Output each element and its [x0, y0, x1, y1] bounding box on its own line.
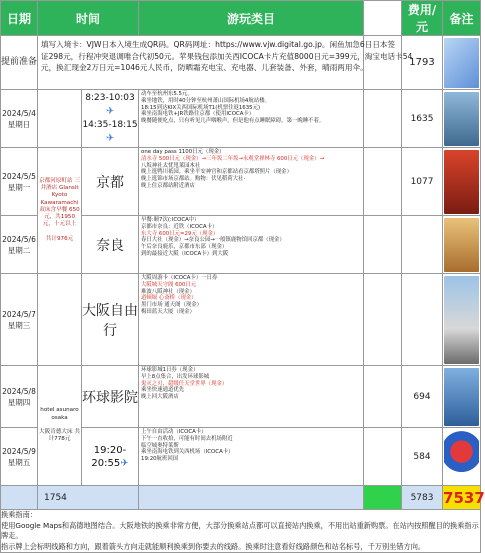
day5-date[interactable]: 2024/5/8 星期四	[1, 366, 38, 428]
tips-row	[1, 510, 481, 553]
day3-date[interactable]: 2024/5/6 星期二	[1, 216, 38, 274]
day2-activities[interactable]: one day pass 1100日元（现金） 清水寺 500日元（现金）→三年坂二年坂→永观堂禅林寺 600日元（现金）→ 八坂神社太忧甩莱园木社 晚上逛鸭川祇园。乘坐平安神宫和京都站看京都塔照片（现金） 晚上逛锦市场京都站。购物：伏见稻荷大社· 晚上住京都站附近酒店	[139, 148, 364, 216]
header-cost[interactable]: 费用/元	[402, 1, 443, 36]
header-notes[interactable]: 备注	[443, 1, 481, 36]
day3-area[interactable]: 奈良	[82, 216, 139, 274]
grand-total[interactable]: 7537	[443, 486, 481, 510]
day-row-1	[1, 90, 481, 148]
day6-cost[interactable]: 584	[402, 428, 443, 486]
plane-icon: ✈	[120, 457, 129, 469]
qr-image	[444, 38, 479, 88]
prep-line: 填写入境卡：VJW日本入境生成QR码。QR码网址：https://www.vjw.digital.go.jp。闲鱼加急6日日本签	[41, 40, 396, 49]
kyoto-hotel[interactable]: 京都河原町站 三井酒店 Glansit Kyoto Kawaramachi 双床含早餐 650元，共1950元，十元以上 共计976元	[38, 148, 82, 274]
day4-activities[interactable]: 大阪周游卡（ICOCA卡）一日券 大阪城天守阁 600日元 难波八阪神社（现金） 道顿堀 心斋桥（现金） 黑门市场 通天阁（现金） 梅田蓝天大厦（现金）	[139, 274, 364, 366]
prep-row	[1, 36, 481, 90]
transfer-tips[interactable]: 换乘指南： 使用Google Maps和高德地图结合。大阪地铁的换乘非常方便，大部分换乘站点都可以直接站内换乘，不用出站重新购票。在站内按照醒目的换乘指示牌走。 指示牌上会标明线路和方向，跟着箭头方向走就能顺利换乘到你要去的线路。换乘时注意看好线路颜色和站名标号，千万别坐错方向。	[1, 510, 479, 551]
tower-image	[444, 276, 479, 364]
prep-line: 元，换汇现金2万日元=1046元人民币，防晒霜充电宝、充电器、儿套装备、外套，晴雨两用伞。	[41, 63, 368, 72]
day1-activities[interactable]: 动车至杭州东5.5元。 乘坐地铁，用时40分钟至杭州萧山国际机场4航站楼。 18:15到达KIX关西国际机场T1(机票往返1635元) 乘坐南海电铁+JR铁路往京都（使用ICOCA卡） 晚餐随便吃点，只有听见几声咽喉声，但是他有点睡眠障碍，第一晚睡不着。	[139, 90, 364, 148]
day-row-2	[1, 148, 481, 216]
airport-image	[444, 92, 479, 146]
header-date[interactable]: 日期	[1, 1, 38, 36]
prep-line: 证298元，行程冲突退调唯合代初50元。苹果钱包添加关西ICOCA卡片充值8000日元=399元，淘宝电话卡54	[41, 51, 413, 61]
total-row	[1, 486, 481, 510]
day1-cost[interactable]: 1635	[402, 90, 443, 148]
day5-activities[interactable]: 环球影城1日券（现金） 早上8点集合，出发环球影城 鬼灭之刃，超级任天堂世界（现金） 乘坐快速通道优先 晚上回大阪酒店	[139, 366, 364, 428]
day4-area[interactable]: 大阪自由行	[82, 274, 139, 366]
day3-activities[interactable]: 早餐:顺7次(:ICOCA中） 京都市奈良：近铁（ICOCA卡） 东大寺 600日元=29元（现金） 春日大社（现金）→奈良公园→一般镇鹿物馆回京都（现金） 午后奈良鹿乐，京都市东部（现金） 到的最接近大阪（ICOCA卡）到大阪	[139, 216, 364, 274]
food-image	[444, 218, 479, 272]
day6-time[interactable]: 19:20-20:55✈	[82, 428, 139, 486]
total-first[interactable]: 1754	[38, 486, 139, 510]
day3-cost[interactable]	[402, 216, 443, 274]
day2-date[interactable]: 2024/5/5 星期一	[1, 148, 38, 216]
day-row-4	[1, 274, 481, 366]
torii-image	[444, 150, 479, 214]
plane-icon: ✈	[105, 132, 115, 144]
header-row	[1, 1, 481, 36]
day5-cost[interactable]: 694	[402, 366, 443, 428]
header-activities[interactable]: 游玩类目	[139, 1, 364, 36]
universal-image	[444, 368, 479, 426]
day4-cost[interactable]	[402, 274, 443, 366]
osaka-hotel[interactable]: hotel asunaro osaka 大阪肯德大床 共计778元	[38, 366, 82, 486]
day5-area[interactable]: 环球影院	[82, 366, 139, 428]
day4-date[interactable]: 2024/5/7 星期三	[1, 274, 38, 366]
total-second[interactable]: 5783	[402, 486, 443, 510]
day2-area[interactable]: 京都	[82, 148, 139, 216]
plane-icon: ✈	[105, 105, 115, 117]
day1-date[interactable]: 2024/5/4 星期日	[1, 90, 38, 148]
day6-activities[interactable]: 上午自由活动（ICOCA卡） 下午一直收拾，可能有时间去机场附近 临空城奥特莱斯 乘坐南海电铁到关西机场（ICOCA卡） 19:20航班回国	[139, 428, 364, 486]
prep-cost[interactable]: 1793	[402, 36, 443, 90]
header-time[interactable]: 时间	[38, 1, 139, 36]
day2-cost[interactable]: 1077	[402, 148, 443, 216]
day1-time[interactable]: 8:23-10:03✈ 14:35-18:15✈	[82, 90, 139, 148]
mascot-image	[444, 430, 479, 484]
prep-date[interactable]: 提前准备	[1, 36, 38, 90]
day-row-5	[1, 366, 481, 428]
day6-date[interactable]: 2024/5/9 星期五	[1, 428, 38, 486]
